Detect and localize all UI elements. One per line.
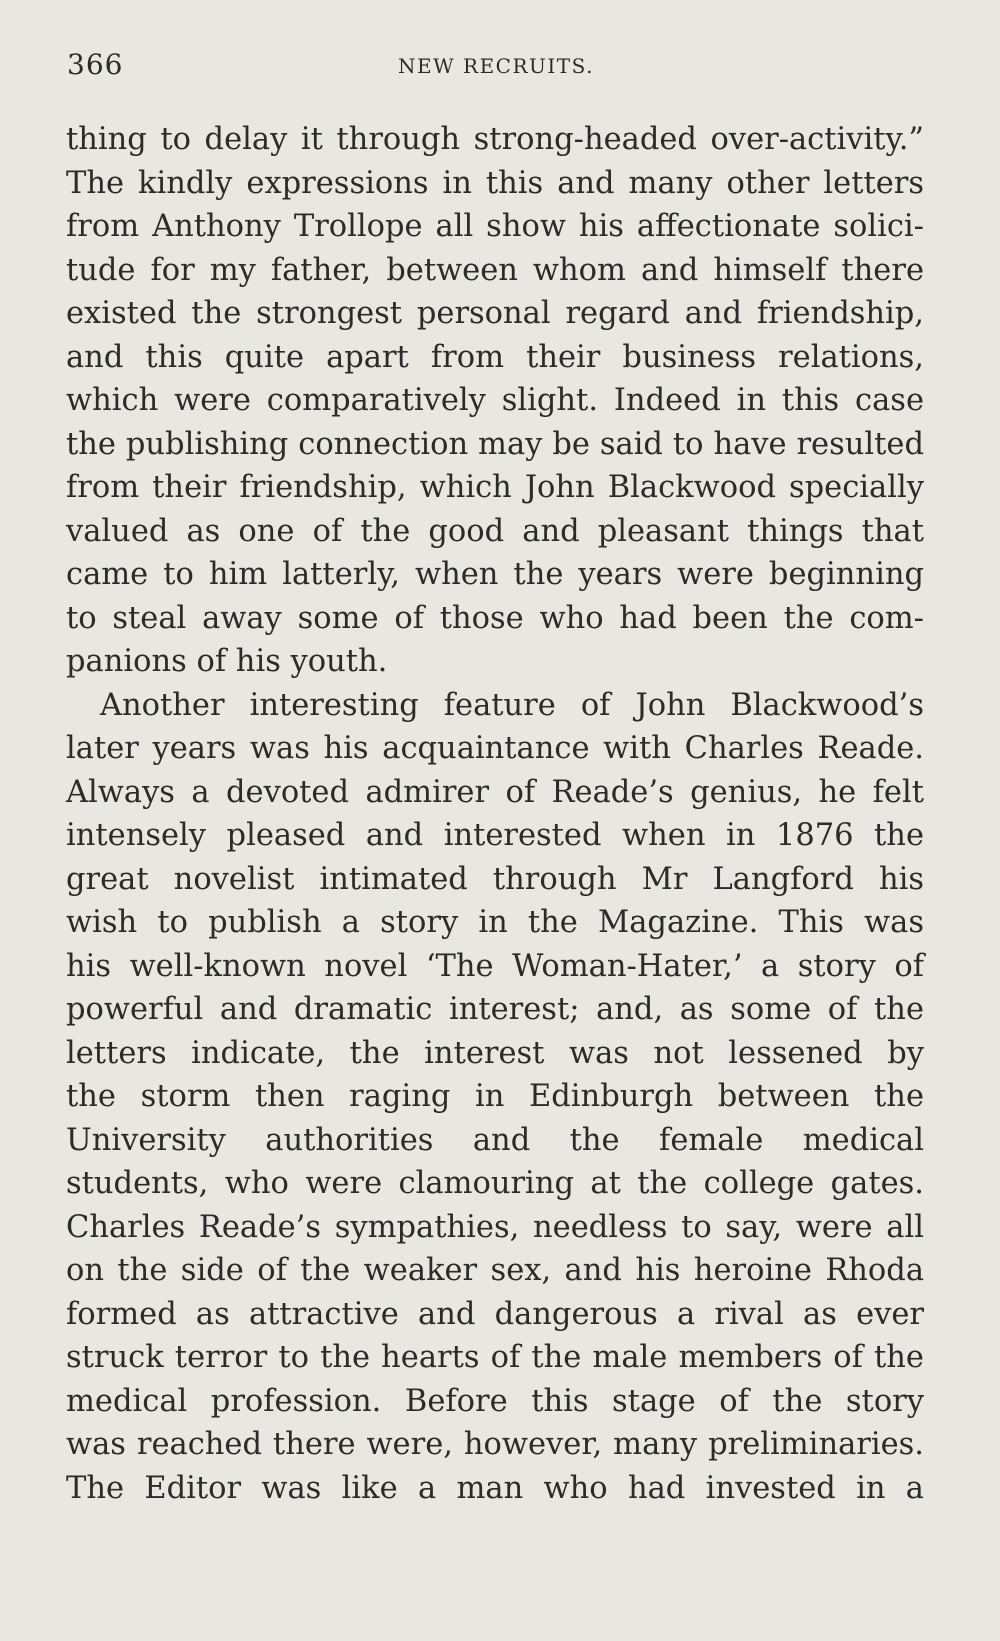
running-title: NEW RECRUITS. — [398, 54, 594, 78]
text-line: University authorities and the female medical — [66, 1122, 924, 1158]
paragraph-first-line: Another interesting feature of John Blackwood’s — [100, 687, 924, 723]
text-line: the publishing connection may be said to have resulted — [66, 426, 924, 462]
text-line: on the side of the weaker sex, and his heroine Rhoda — [66, 1253, 924, 1288]
text-line: letters indicate, the interest was not lessened by — [66, 1035, 924, 1071]
text-line: which were comparatively slight. Indeed in this case — [66, 383, 924, 418]
text-line: wish to publish a story in the Magazine. This was — [66, 905, 924, 940]
text-line: students, who were clamouring at the college gates. — [66, 1166, 924, 1201]
text-line: medical profession. Before this stage of the story — [66, 1383, 924, 1419]
text-line: from their friendship, which John Blackwood specially — [66, 470, 924, 505]
text-line: struck terror to the hearts of the male members of the — [66, 1340, 924, 1375]
text-line: valued as one of the good and pleasant things that — [66, 513, 924, 549]
text-line: formed as attractive and dangerous a rival as ever — [66, 1296, 924, 1332]
paragraph-end-line: panions of his youth. — [66, 644, 388, 679]
text-line: later years was his acquaintance with Charles Reade. — [66, 731, 924, 766]
text-line: great novelist intimated through Mr Langford his — [66, 861, 924, 897]
text-line: to steal away some of those who had been the com- — [66, 600, 924, 636]
text-line: The kindly expressions in this and many other letters — [66, 165, 924, 201]
text-line: from Anthony Trollope all show his affectionate solici- — [66, 209, 924, 244]
text-line: and this quite apart from their business relations, — [66, 339, 924, 375]
text-line: intensely pleased and interested when in 1876 the — [66, 818, 924, 853]
text-line: powerful and dramatic interest; and, as some of the — [66, 992, 924, 1027]
text-line: existed the strongest personal regard and friendship, — [66, 296, 924, 331]
text-line: came to him latterly, when the years were beginning — [66, 557, 924, 592]
text-line: The Editor was like a man who had invested in a — [66, 1470, 924, 1506]
text-line: tude for my father, between whom and himself there — [66, 252, 924, 288]
body-text — [66, 118, 924, 1510]
text-line: the storm then raging in Edinburgh between the — [66, 1079, 924, 1114]
page-number: 366 — [67, 48, 124, 81]
text-line: thing to delay it through strong-headed over-activity.” — [66, 122, 924, 157]
text-line: his well-known novel ‘The Woman-Hater,’ a story of — [66, 948, 924, 984]
text-line: was reached there were, however, many preliminaries. — [66, 1427, 924, 1462]
text-line: Charles Reade’s sympathies, needless to say, were all — [66, 1209, 924, 1245]
text-line: Always a devoted admirer of Reade’s genius, he felt — [66, 774, 924, 810]
running-head — [67, 48, 925, 88]
